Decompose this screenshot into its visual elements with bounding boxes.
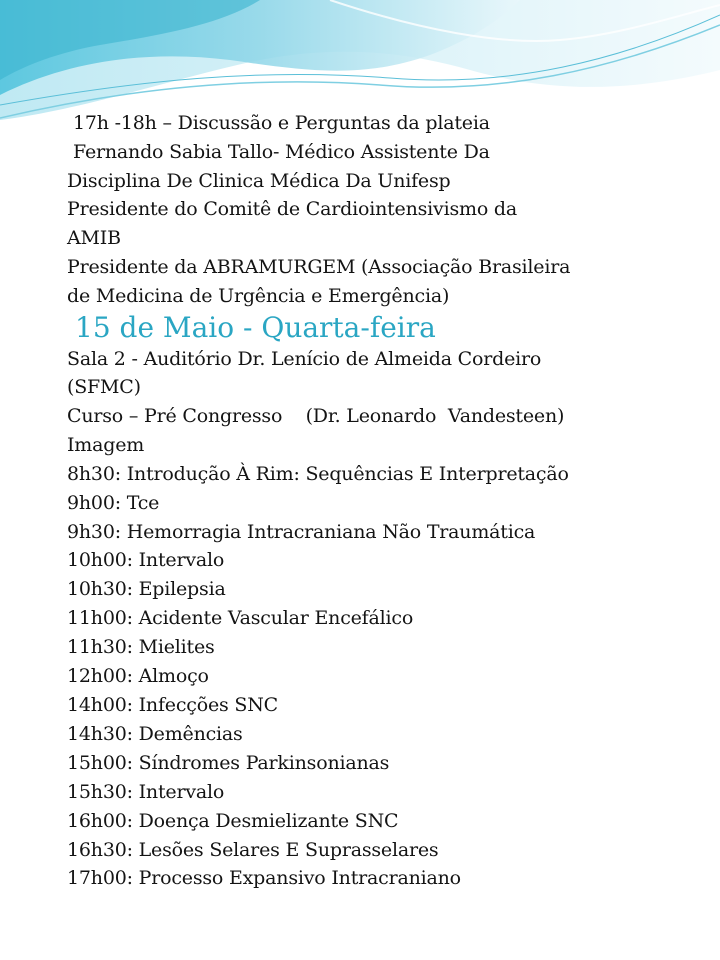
speaker-affiliation: Disciplina De Clinica Médica Da Unifesp — [67, 169, 451, 192]
schedule-item: 9h00: Tce — [67, 491, 160, 514]
schedule-item: 10h30: Epilepsia — [67, 578, 226, 601]
day-heading: 15 de Maio - Quarta-feira — [75, 310, 436, 344]
main-content — [67, 109, 707, 893]
speaker-role-2: Presidente da ABRAMURGEM (Associação Brasileira — [67, 255, 571, 278]
schedule-item: 15h30: Intervalo — [67, 780, 225, 803]
schedule-item: 14h30: Demências — [67, 722, 243, 745]
schedule-item: 14h00: Infecções SNC — [67, 694, 278, 717]
schedule-item: 10h00: Intervalo — [67, 549, 225, 572]
venue-abbrev: (SFMC) — [67, 376, 141, 399]
course-topic: Imagem — [67, 433, 145, 456]
schedule-item: 12h00: Almoço — [67, 665, 209, 688]
schedule-item: 15h00: Síndromes Parkinsonianas — [67, 751, 390, 774]
speaker-name: Fernando Sabia Tallo- Médico Assistente Da — [73, 140, 490, 163]
schedule-item: 9h30: Hemorragia Intracraniana Não Traumática — [67, 520, 536, 543]
course-line: Curso – Pré Congresso (Dr. Leonardo Vandesteen) — [67, 405, 565, 428]
speaker-role-2-org: de Medicina de Urgência e Emergência) — [67, 284, 450, 307]
speaker-role-1: Presidente do Comitê de Cardiointensivismo da — [67, 198, 518, 221]
schedule-item: 16h00: Doença Desmielizante SNC — [67, 809, 399, 832]
schedule-item: 17h00: Processo Expansivo Intracraniano — [67, 867, 461, 890]
speaker-role-1-org: AMIB — [67, 227, 121, 250]
discussion-line: 17h -18h – Discussão e Perguntas da plateia — [73, 112, 490, 134]
venue-line: Sala 2 - Auditório Dr. Lenício de Almeida Cordeiro — [67, 347, 542, 370]
schedule-item: 8h30: Introdução À Rim: Sequências E Interpretação — [67, 462, 569, 485]
schedule-item: 11h30: Mielites — [67, 636, 215, 659]
schedule-item: 11h00: Acidente Vascular Encefálico — [67, 607, 414, 630]
schedule-item: 16h30: Lesões Selares E Suprasselares — [67, 838, 439, 861]
